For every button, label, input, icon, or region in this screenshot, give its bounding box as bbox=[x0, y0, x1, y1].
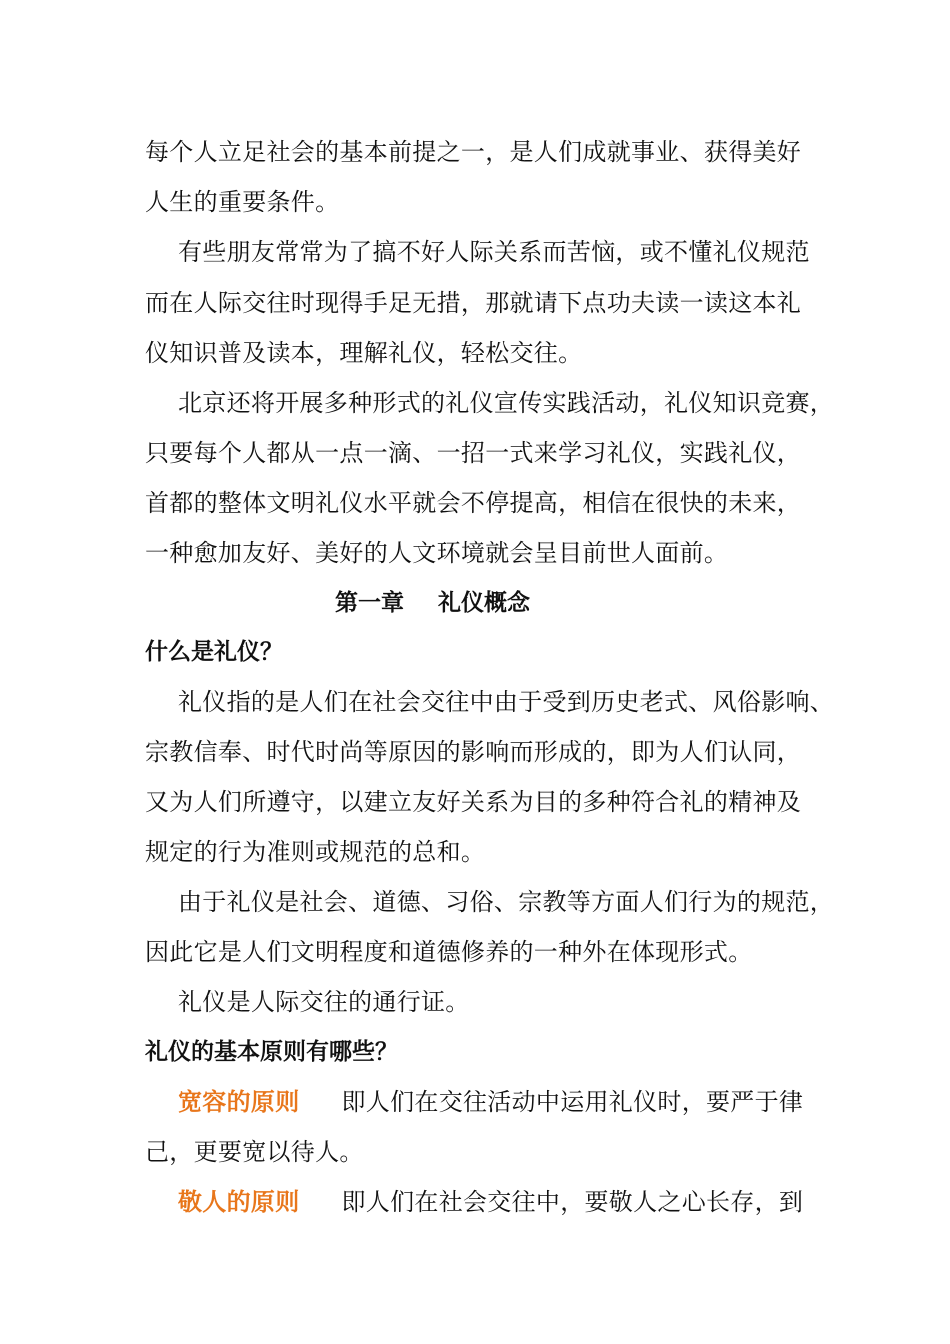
paragraph-line: 一种愈加友好、美好的人文环境就会呈目前世人面前。 bbox=[145, 539, 729, 567]
paragraph-line: 礼仪指的是人们在社会交往中由于受到历史老式、风俗影响、 bbox=[178, 688, 835, 716]
paragraph-line: 又为人们所遵守，以建立友好关系为目的多种符合礼的精神及 bbox=[145, 788, 802, 816]
principle-text: 即人们在交往活动中运用礼仪时，要严于律 bbox=[341, 1088, 804, 1116]
paragraph-line: 只要每个人都从一点一滴、一招一式来学习礼仪，实践礼仪， bbox=[145, 439, 802, 467]
chapter-heading bbox=[335, 587, 530, 619]
paragraph-line: 礼仪是人际交往的通行证。 bbox=[178, 988, 470, 1016]
paragraph-line: 而在人际交往时现得手足无措，那就请下点功夫读一读这本礼 bbox=[145, 289, 802, 317]
principle-line bbox=[178, 1086, 878, 1118]
principle-text: 即人们在社会交往中，要敬人之心长存，到 bbox=[341, 1188, 804, 1216]
paragraph-line: 人生的重要条件。 bbox=[145, 188, 340, 216]
principle-term: 敬人的原则 bbox=[178, 1188, 300, 1216]
paragraph-line: 己，更要宽以待人。 bbox=[145, 1138, 364, 1166]
question-heading: 礼仪的基本原则有哪些？ bbox=[145, 1039, 398, 1065]
paragraph-line: 首都的整体文明礼仪水平就会不停提高，相信在很快的未来， bbox=[145, 489, 802, 517]
paragraph-line: 每个人立足社会的基本前提之一，是人们成就事业、获得美好 bbox=[145, 138, 802, 166]
chapter-number: 第一章 bbox=[335, 590, 404, 616]
question-heading: 什么是礼仪？ bbox=[145, 639, 283, 665]
chapter-title: 礼仪概念 bbox=[438, 590, 530, 616]
paragraph-line: 有些朋友常常为了搞不好人际关系而苦恼，或不懂礼仪规范 bbox=[178, 238, 810, 266]
paragraph-line: 由于礼仪是社会、道德、习俗、宗教等方面人们行为的规范， bbox=[178, 888, 835, 916]
paragraph-line: 宗教信奉、时代时尚等原因的影响而形成的，即为人们认同， bbox=[145, 738, 802, 766]
principle-term: 宽容的原则 bbox=[178, 1088, 300, 1116]
paragraph-line: 北京还将开展多种形式的礼仪宣传实践活动，礼仪知识竞赛， bbox=[178, 389, 835, 417]
principle-line bbox=[178, 1186, 878, 1218]
paragraph-line: 仪知识普及读本，理解礼仪，轻松交往。 bbox=[145, 339, 583, 367]
paragraph-line: 规定的行为准则或规范的总和。 bbox=[145, 838, 486, 866]
paragraph-line: 因此它是人们文明程度和道德修养的一种外在体现形式。 bbox=[145, 938, 753, 966]
